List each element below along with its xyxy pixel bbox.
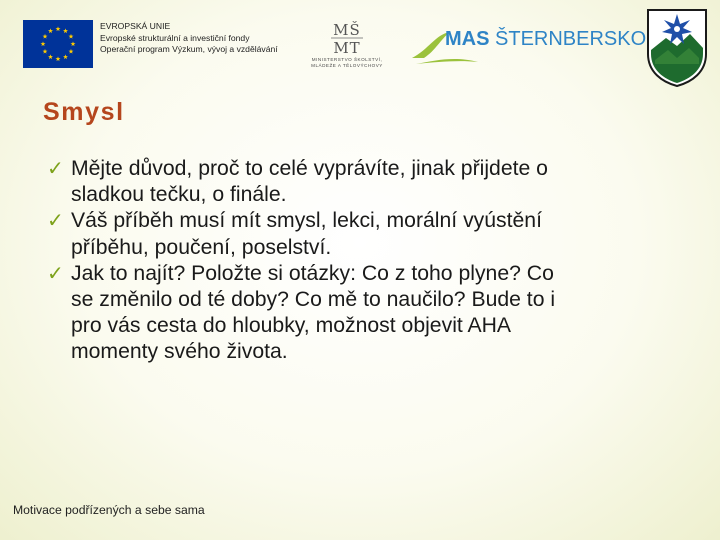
bullet-line: pro vás cesta do hloubky, možnost objevit AHA bbox=[71, 314, 512, 338]
bullet-line: příběhu, poučení, poselství. bbox=[71, 235, 332, 259]
mas-logo-bold: MAS bbox=[445, 28, 490, 50]
bullet-line: Mějte důvod, proč to celé vyprávíte, jinak přijdete o bbox=[71, 157, 548, 180]
eu-text-block bbox=[100, 21, 278, 56]
msmt-mark-bottom: MT bbox=[333, 39, 361, 56]
eu-line: Operační program Výzkum, vývoj a vzdělávání bbox=[100, 44, 278, 54]
eu-flag-icon bbox=[23, 20, 93, 68]
bullet-item bbox=[46, 208, 696, 260]
msmt-logo-icon bbox=[323, 20, 371, 56]
checkmark-icon: ✓ bbox=[47, 158, 64, 180]
msmt-caption bbox=[300, 57, 394, 69]
bullet-item bbox=[46, 261, 696, 366]
mas-swoosh-path bbox=[416, 59, 478, 64]
msmt-caption-line: MINISTERSTVO ŠKOLSTVÍ, bbox=[311, 57, 383, 62]
bullet-line: momenty svého života. bbox=[71, 340, 288, 364]
eu-line: EVROPSKÁ UNIE bbox=[100, 21, 171, 31]
mas-sternbersko-logo bbox=[445, 28, 646, 51]
coat-of-arms-icon bbox=[646, 8, 708, 88]
checkmark-icon: ✓ bbox=[47, 262, 64, 285]
bullet-list bbox=[46, 156, 696, 366]
slide-title: Smysl bbox=[43, 98, 125, 126]
bullet-line: sladkou tečku, o finále. bbox=[71, 183, 287, 207]
eu-line: Evropské strukturální a investiční fondy bbox=[100, 32, 250, 43]
mas-logo-light: ŠTERNBERSKO bbox=[489, 28, 647, 50]
footer-text: Motivace podřízených a sebe sama bbox=[13, 503, 205, 517]
checkmark-icon: ✓ bbox=[47, 210, 64, 233]
bullet-line: Váš příběh musí mít smysl, lekci, morální vyústění bbox=[71, 209, 542, 233]
bullet-line: Jak to najít? Položte si otázky: Co z toho plyne? Co bbox=[71, 261, 554, 285]
crest-star-center bbox=[674, 26, 680, 32]
bullet-item bbox=[46, 156, 696, 208]
msmt-caption-line: MLÁDEŽE A TĚLOVÝCHOVY bbox=[311, 62, 383, 68]
bullet-line: se změnilo od té doby? Co mě to naučilo? Bude to i bbox=[71, 288, 556, 312]
logo-bar bbox=[0, 0, 720, 90]
msmt-mark-top: MŠ bbox=[333, 21, 361, 39]
